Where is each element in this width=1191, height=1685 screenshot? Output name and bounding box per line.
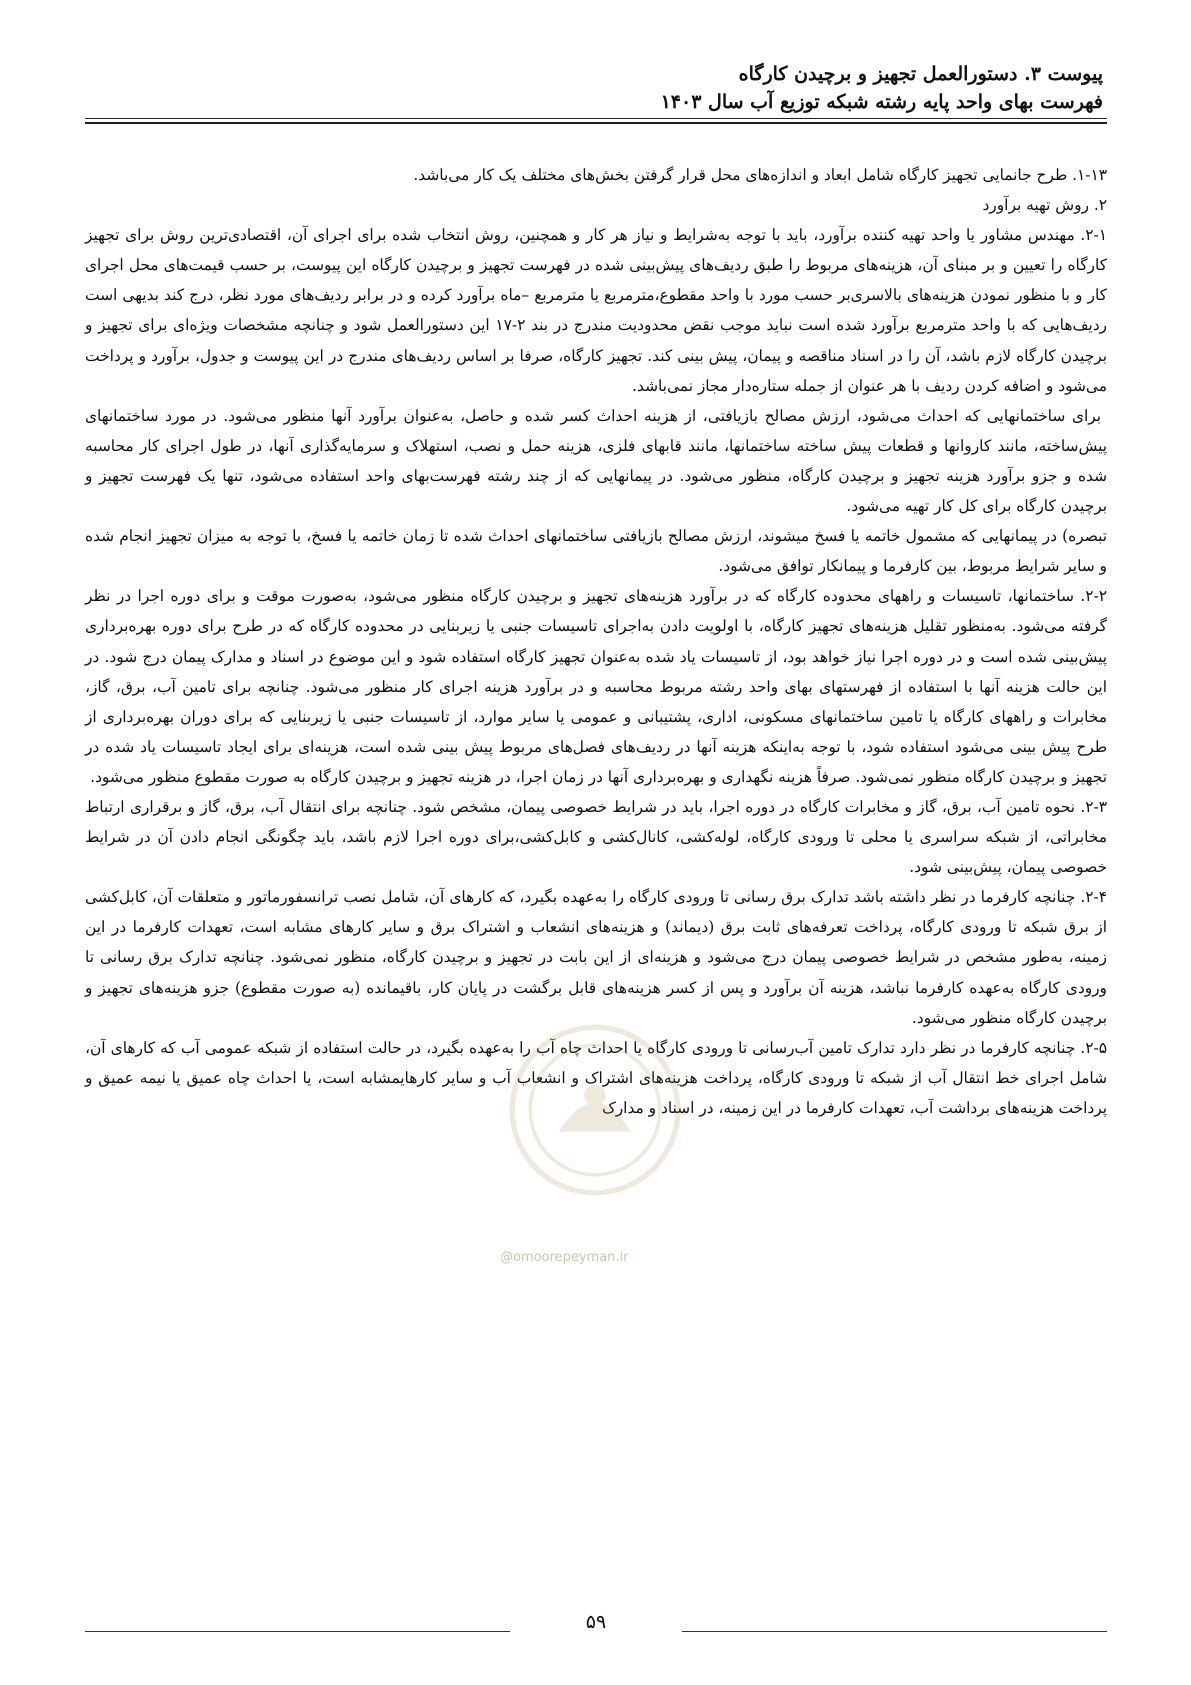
watermark-text: @omoorepeyman.ir xyxy=(500,1250,629,1265)
body-text xyxy=(85,160,1107,1123)
footer-rule-left xyxy=(85,1631,510,1632)
page-header xyxy=(661,60,1103,116)
paragraph-1-13: ۱-۱۳. طرح جانمایی تجهیز کارگاه شامل ابعاد و اندازه‌های محل قرار گرفتن بخش‌های مختلف یک کار می‌باشد. xyxy=(413,166,1107,184)
paragraph-2-3: ۲-۳. نحوه تامین آب، برق، گاز و مخابرات کارگاه در دوره اجرا، باید در شرایط خصوصی پیمان، مشخص شود. چنانچه برای انتقال آب، برق، گاز و برقراری ارتباط مخابراتی، از شبکه سراسری یا محلی تا ورودی کارگاه، لوله‌کشی، کانال‌کشی و کابل‌کشی،برای دوره اجرا لازم باشد، باید چگونگی انجام دادن آن در شرایط خصوصی پیمان، پیش‌بینی شود. xyxy=(85,797,1107,877)
footer-rule-right xyxy=(682,1631,1107,1632)
header-appendix-title: پیوست ۳. دستورالعمل تجهیز و برچیدن کارگاه xyxy=(738,63,1103,85)
page-number: ۵۹ xyxy=(585,1611,607,1633)
paragraph-2-4: ۲-۴. چنانچه کارفرما در نظر داشته باشد تدارک برق رسانی تا ورودی کارگاه را به‌عهده بگیرد، که کارهای آن، شامل نصب ترانسفورماتور و متعلقات آن، کابل‌کشی از برق شبکه تا ورودی کارگاه، پرداخت تعرفه‌های ثابت برق (دیماند) و هزینه‌های انشعاب و اشتراک برق و سایر کارهای مشابه است، تعهدات کارفرما در این زمینه، به‌طور مشخص در شرایط خصوصی پیمان درج می‌شود و هزینه‌ای از این بابت در تجهیز و برچیدن کارگاه، منظور نمی‌شود. چنانچه تدارک برق رسانی تا ورودی کارگاه به‌عهده کارفرما نباشد، هزینه آن برآورد و پس از کسر هزینه‌های قابل برگشت در پایان کار، باقیمانده (به صورت مقطوع) جزو هزینه‌های تجهیز و برچیدن کارگاه منظور می‌شود. xyxy=(85,888,1107,1027)
header-rule-thick xyxy=(85,122,1107,124)
paragraph-note: تبصره) در پیمانهایی که مشمول خاتمه یا فسخ میشوند، ارزش مصالح بازیافتی ساختمانهای احداث شده تا زمان خاتمه یا فسخ، با توجه به میزان تجهیز انجام شده و سایر شرایط مربوط، بین کارفرما و پیمانکار توافق می‌شود. xyxy=(85,527,1107,576)
watermark-seal-icon xyxy=(505,1020,685,1200)
paragraph-2-5: ۲-۵. چنانچه کارفرما در نظر دارد تدارک تامین آب‌رسانی تا ورودی کارگاه یا احداث چاه آب را به‌عهده بگیرد، در حالت استفاده از شبکه عمومی آب که کارهای آن، شامل اجرای خط انتقال آب از شبکه تا ورودی کارگاه، پرداخت هزینه‌های اشتراک و انشعاب آب و سایر کارهایمشابه است، یا احداث چاه عمیق یا نیمه عمیق و پرداخت هزینه‌های برداشت آب، تعهدات کارفرما در این زمینه، در اسناد و مدارک xyxy=(85,1038,1107,1117)
paragraph-2-1: ۲-۱. مهندس مشاور یا واحد تهیه کننده برآورد، باید با توجه به‌شرایط و نیاز هر کار و همچنین، روش انتخاب شده برای اجرای آن، اقتصادی‌ترین روش برای تجهیز کارگاه را تعیین و بر مبنای آن، هزینه‌های مربوط را طبق ردیف‌های پیش‌بینی شده در فهرست تجهیز و برچیدن کارگاه این پیوست، بر حسب قیمت‌های محل اجرای کار و با منظور نمودن هزینه‌های بالاسری‌بر حسب مورد با واحد مقطوع،مترمربع یا مترمربع –ماه برآورد کرده و در برابر ردیف‌های مورد نظر، درج کند بدیهی است ردیف‌هایی که با واحد مترمربع برآورد شده است نباید موجب نقض محدودیت مندرج در بند ۲-۱۷ این دستورالعمل شود و چنانچه مشخصات ویژه‌ای برای تجهیز و برچیدن کارگاه لازم باشد، آن را در اسناد مناقصه و پیمان، پیش بینی کند. تجهیز کارگاه، صرفا بر اساس ردیف‌های مندرج در این پیوست و جدول، برآورد و پرداخت می‌شود و اضافه کردن ردیف با هر عنوان از جمله ستاره‌دار مجاز نمی‌باشد. xyxy=(85,226,1107,395)
header-rule-thin xyxy=(85,118,1107,119)
paragraph-2-2: ۲-۲. ساختمانها، تاسیسات و راههای محدوده کارگاه که در برآورد هزینه‌های تجهیز و برچیدن کارگاه منظور می‌شود، به‌صورت موقت و برای دوره اجرا در نظر گرفته می‌شود. به‌منظور تقلیل هزینه‌های تجهیز کارگاه، با اولویت دادن به‌اجرای تاسیسات جنبی یا زیربنایی در محدوده کارگاه که در طرح برای دوره بهره‌برداری پیش‌بینی شده است و در دوره اجرا نیاز خواهد بود، از تاسیسات یاد شده به‌عنوان تجهیز کارگاه استفاده شود و این موضوع در اسناد و مدارک پیمان درج شود. در این حالت هزینه آنها با استفاده از فهرستهای بهای واحد رشته مربوط محاسبه و در برآورد هزینه اجرای کار منظور می‌شود. چنانچه برای تامین آب، برق، گاز، مخابرات و راههای کارگاه یا تامین ساختمانهای مسکونی، اداری، پشتیبانی و عمومی یا سایر موارد، از تاسیسات جنبی یا زیربنایی که برای دوران بهره‌برداری از طرح پیش بینی می‌شود استفاده شود، با توجه به‌اینکه هزینه آنها در ردیف‌های فصل‌های مربوط پیش بینی شده است، هزینه‌ای برای ایجاد تاسیسات یاد شده در تجهیز و برچیدن کارگاه منظور نمی‌شود. صرفاً هزینه نگهداری و بهره‌برداری آنها در زمان اجرا، در هزینه تجهیز و برچیدن کارگاه به صورت مقطوع منظور می‌شود. xyxy=(85,587,1107,786)
heading-estimate-method: ۲. روش تهیه برآورد xyxy=(982,196,1107,215)
paragraph-buildings: برای ساختمانهایی که احداث می‌شود، ارزش مصالح بازیافتی، از هزینه احداث کسر شده و حاصل، به‌عنوان برآورد آنها منظور می‌شود. در مورد ساختمانهای پیش‌ساخته، مانند کاروانها و قطعات پیش ساخته ساختمانها، مانند قابهای فلزی، هزینه حمل و نصب، استهلاک و سرمایه‌گذاری آنها، در طول اجرای کار محاسبه شده و جزو برآورد هزینه تجهیز و برچیدن کارگاه، منظور می‌شود. در پیمانهایی که از چند رشته فهرست‌بهای واحد استفاده می‌شود، تنها یک فهرست تجهیز و برچیدن کارگاه برای کل کار تهیه می‌شود. xyxy=(85,406,1107,516)
header-price-list-title: فهرست بهای واحد پایه رشته شبکه توزیع آب سال ۱۴۰۳ xyxy=(660,91,1103,113)
